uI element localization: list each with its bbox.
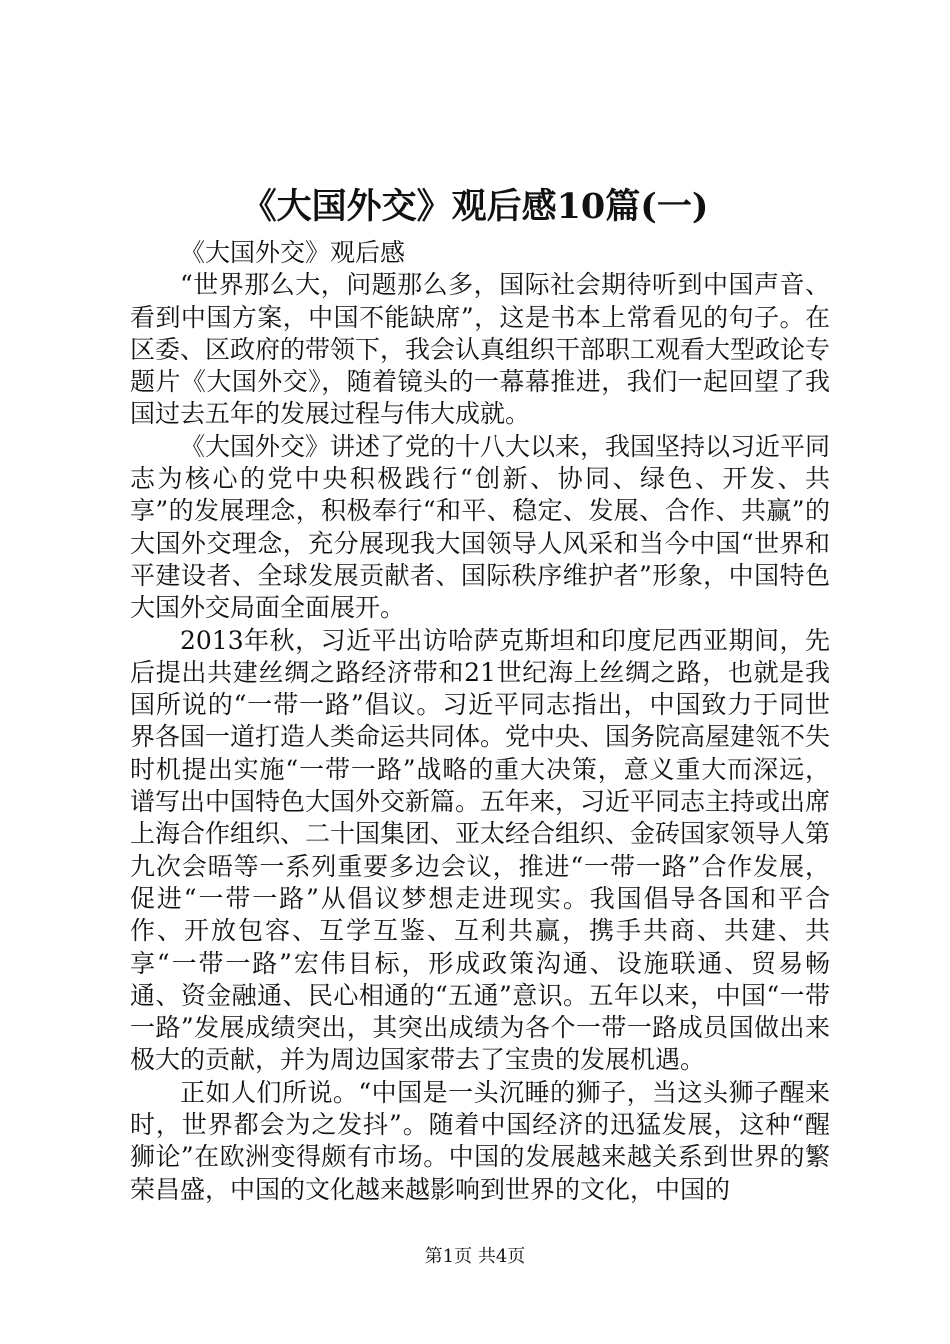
paragraph-subtitle: 《大国外交》观后感	[180, 238, 406, 267]
document-body	[130, 237, 830, 1206]
paragraph: 2013年秋，习近平出访哈萨克斯坦和印度尼西亚期间，先后提出共建丝绸之路经济带和21世纪海上丝绸之路，也就是我国所说的“一带一路”倡议。习近平同志指出，中国致力于同世界各国一道打造人类命运共同体。党中央、国务院高屋建瓴不失时机提出实施“一带一路”战略的重大决策，意义重大而深远，谱写出中国特色大国外交新篇。五年来，习近平同志主持或出席上海合作组织、二十国集团、亚太经合组织、金砖国家领导人第九次会晤等一系列重要多边会议，推进“一带一路”合作发展，促进“一带一路”从倡议梦想走进现实。我国倡导各国和平合作、开放包容、互学互鉴、互利共赢，携手共商、共建、共享“一带一路”宏伟目标，形成政策沟通、设施联通、贸易畅通、资金融通、民心相通的“五通”意识。五年以来，中国“一带一路”发展成绩突出，其突出成绩为各个一带一路成员国做出来极大的贡献，并为周边国家带去了宝贵的发展机遇。	[130, 625, 831, 1075]
paragraph: 正如人们所说。“中国是一头沉睡的狮子，当这头狮子醒来时，世界都会为之发抖”。随着中国经济的迅猛发展，这种“醒狮论”在欧洲变得颇有市场。中国的发展越来越关系到世界的繁荣昌盛，中国的文化越来越影响到世界的文化，中国的	[130, 1077, 830, 1204]
document-title: 《大国外交》观后感10篇(一)	[241, 186, 709, 227]
page-number-footer: 第1页 共4页	[424, 1246, 526, 1267]
paragraph: 《大国外交》讲述了党的十八大以来，我国坚持以习近平同志为核心的党中央积极践行“创新、协同、绿色、开发、共享”的发展理念，积极奉行“和平、稳定、发展、合作、共赢”的大国外交理念，充分展现我大国领导人风采和当今中国“世界和平建设者、全球发展贡献者、国际秩序维护者”形象，中国特色大国外交局面全面展开。	[130, 431, 831, 623]
paragraph: “世界那么大，问题那么多，国际社会期待听到中国声音、看到中国方案，中国不能缺席”，这是书本上常看见的句子。在区委、区政府的带领下，我会认真组织干部职工观看大型政论专题片《大国外交》，随着镜头的一幕幕推进，我们一起回望了我国过去五年的发展过程与伟大成就。	[130, 270, 831, 429]
